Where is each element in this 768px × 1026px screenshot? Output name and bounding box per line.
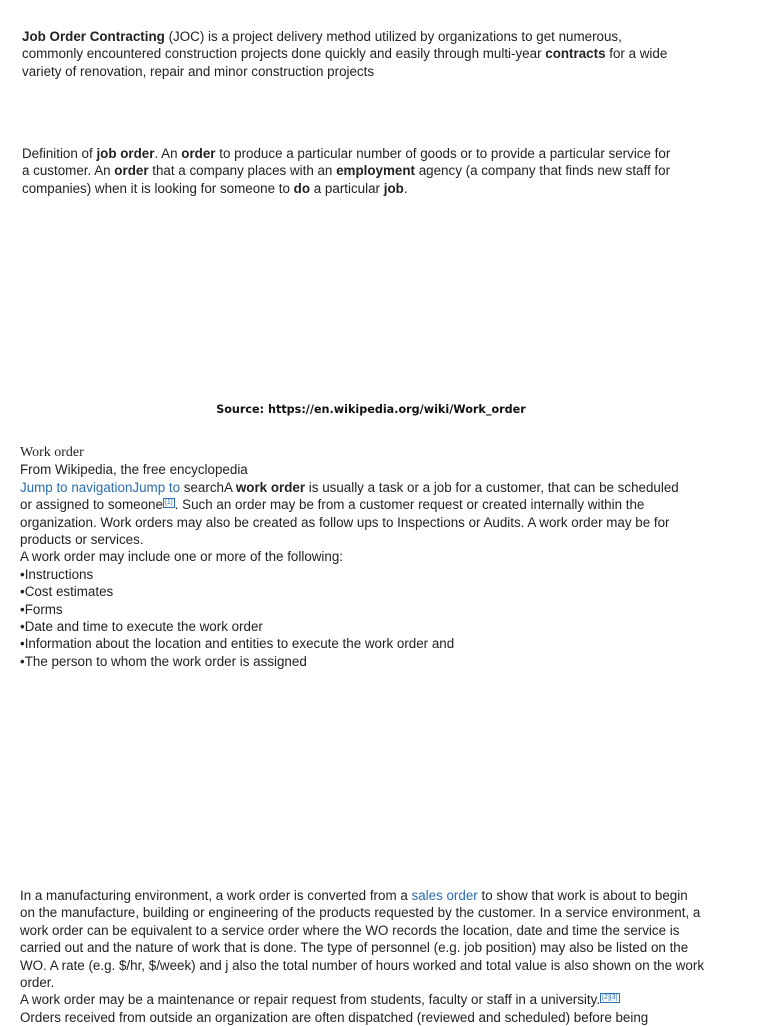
bold-span: employment bbox=[336, 163, 415, 179]
text-line: WO. A rate (e.g. $/hr, $/week) and j also the total number of hours worked and total value is also shown on the work bbox=[20, 957, 705, 973]
text-line: products or services. bbox=[20, 532, 144, 548]
text-span: commonly encountered construction projects done quickly and easily through multi-year bbox=[22, 46, 546, 62]
wiki-subtitle: From Wikipedia, the free encyclopedia bbox=[20, 462, 248, 478]
text-span: or assigned to someone bbox=[20, 497, 163, 513]
text-span: a customer. An bbox=[22, 163, 115, 179]
bold-span: do bbox=[293, 180, 311, 196]
text-line: A work order may include one or more of the following: bbox=[20, 549, 344, 565]
job-order-definition bbox=[22, 145, 752, 197]
text-span: . Such an order may be from a customer request or created internally within the bbox=[174, 497, 645, 513]
citation-1-link[interactable]: [1] bbox=[164, 498, 173, 506]
text-span: (JOC) is a project delivery method utilized by organizations to get numerous, bbox=[164, 29, 622, 44]
text-span: is usually a task or a job for a customer, that can be scheduled bbox=[305, 479, 679, 495]
text-span: In a manufacturing environment, a work order is converted from a bbox=[20, 888, 412, 903]
citation-2-3-link[interactable]: [2][3] bbox=[602, 993, 618, 1001]
joc-paragraph bbox=[22, 28, 752, 80]
manufacturing-paragraph bbox=[20, 887, 765, 1026]
sales-order-link[interactable]: sales order bbox=[411, 888, 478, 903]
text-span: A work order may be a maintenance or repair request from students, faculty or staff in a university. bbox=[20, 992, 601, 1008]
text-span: for a wide bbox=[605, 46, 668, 62]
bold-span: order bbox=[181, 146, 216, 161]
text-span: companies) when it is looking for someone to bbox=[22, 180, 294, 196]
text-span: searchA bbox=[180, 479, 236, 495]
text-span: to show that work is about to begin bbox=[477, 888, 688, 903]
list-item: •Date and time to execute the work order bbox=[20, 619, 263, 635]
text-line: work order can be equivalent to a service order where the WO records the location, date and time the service is bbox=[20, 922, 680, 938]
text-span: that a company places with an bbox=[148, 163, 337, 179]
jump-to-link[interactable]: Jump to bbox=[132, 479, 181, 495]
text-span: . bbox=[403, 180, 408, 196]
list-item: •Information about the location and entities to execute the work order and bbox=[20, 636, 455, 652]
bold-span: contracts bbox=[545, 46, 606, 62]
text-span: a particular bbox=[310, 180, 384, 196]
bold-span: work order bbox=[235, 479, 306, 495]
jump-to-navigation-link[interactable]: Jump to navigation bbox=[20, 479, 133, 495]
work-order-list bbox=[20, 566, 760, 670]
text-line: carried out and the nature of work that is done. The type of personnel (e.g. job position) may also be listed on the bbox=[20, 940, 689, 956]
text-span: Definition of bbox=[22, 146, 97, 161]
list-item: •Cost estimates bbox=[20, 584, 114, 600]
text-line: Orders received from outside an organization are often dispatched (reviewed and scheduled) before being bbox=[20, 1009, 649, 1025]
list-item: •Instructions bbox=[20, 566, 94, 582]
wiki-excerpt bbox=[20, 444, 760, 670]
bold-span: job bbox=[383, 180, 404, 196]
text-line: on the manufacture, building or engineering of the products requested by the customer. In a service environment, a bbox=[20, 905, 701, 921]
text-span: agency (a company that finds new staff for bbox=[414, 163, 671, 179]
list-item: •The person to whom the work order is assigned bbox=[20, 653, 307, 669]
list-item: •Forms bbox=[20, 601, 63, 617]
text-line: order. bbox=[20, 975, 55, 991]
text-span: to produce a particular number of goods or to provide a particular service for bbox=[215, 146, 671, 161]
bold-span: job order bbox=[96, 146, 155, 161]
text-line: variety of renovation, repair and minor construction projects bbox=[22, 63, 375, 79]
text-span: . An bbox=[154, 146, 182, 161]
source-line: Source: https://en.wikipedia.org/wiki/Work_order bbox=[216, 403, 526, 416]
wiki-title: Work order bbox=[20, 445, 84, 460]
text-line: organization. Work orders may also be created as follow ups to Inspections or Audits. A work order may be for bbox=[20, 514, 670, 530]
joc-term: Job Order Contracting bbox=[22, 29, 165, 44]
bold-span: order bbox=[114, 163, 149, 179]
